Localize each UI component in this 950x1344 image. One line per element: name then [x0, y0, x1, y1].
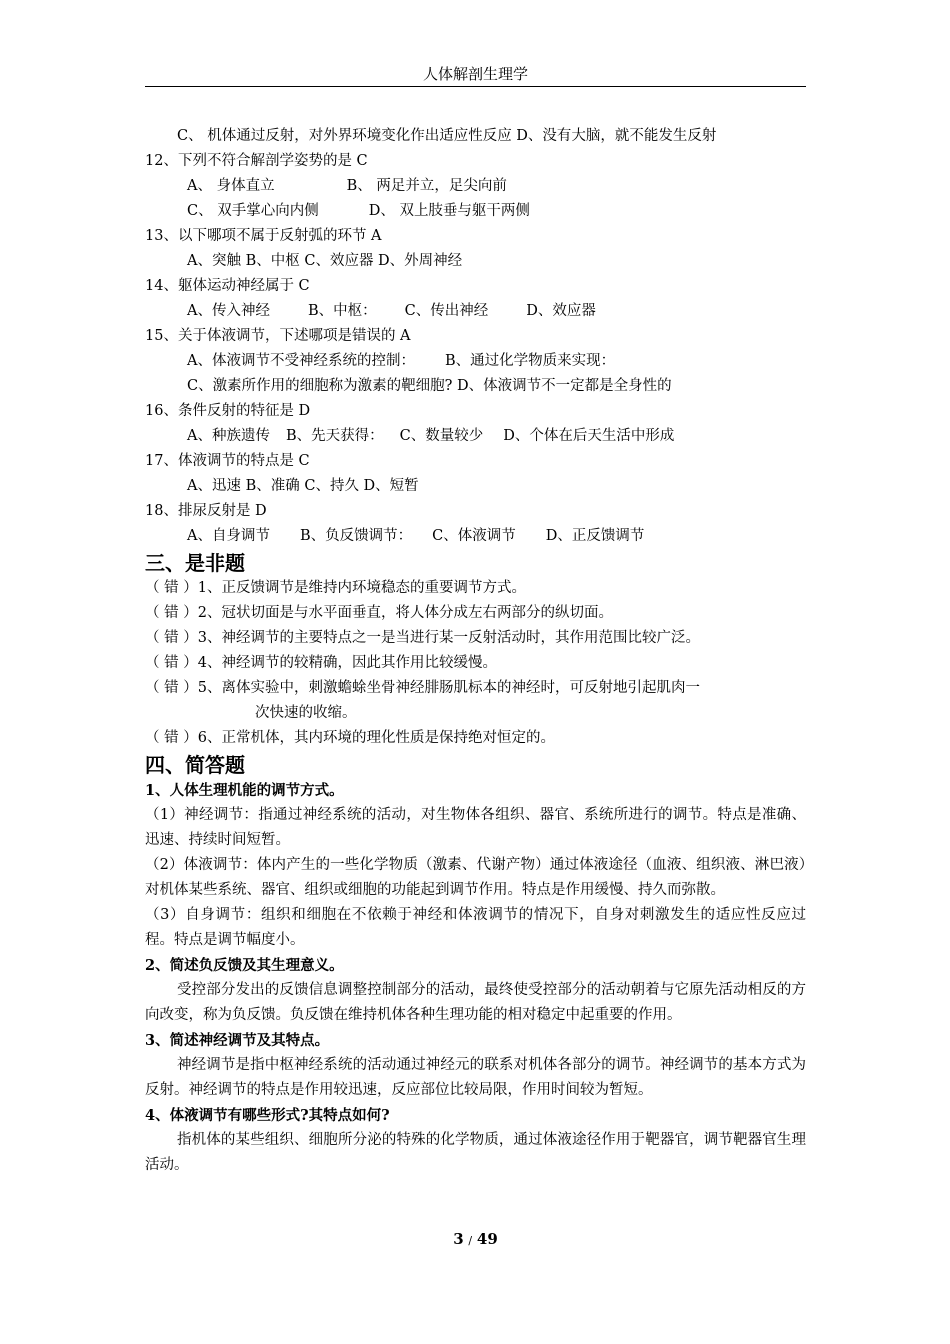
q14-option-b: B、中枢： [307, 303, 377, 319]
sa-q3-title: 3、简述神经调节及其特点。 [145, 1032, 330, 1049]
tf-item-5-continued: 次快速的收缩。 [255, 705, 357, 721]
sa-q1-para-1: （1）神经调节：指通过神经系统的活动，对生物体各组织、器官、系统所进行的调节。特点是准确、迅速、持续时间短暂。 [145, 807, 806, 848]
page-current: 3 [453, 1230, 464, 1248]
q12-options-ab [145, 174, 806, 199]
q18-stem: 18、排尿反射是 D [145, 503, 267, 519]
q18-option-a: A、自身调节 [187, 528, 270, 544]
q11-options-cd: C、 机体通过反射，对外界环境变化作出适应性反应 D、没有大脑，就不能发生反射 [177, 128, 717, 144]
q16-option-d: D、个体在后天生活中形成 [503, 428, 675, 444]
q14-option-d: D、效应器 [526, 303, 596, 319]
sa-q2-answer: 受控部分发出的反馈信息调整控制部分的活动，最终使受控部分的活动朝着与它原先活动相反的方向改变，称为负反馈。负反馈在维持机体各种生理功能的相对稳定中起重要的作用。 [145, 982, 806, 1023]
sa-q1-para-2: （2）体液调节：体内产生的一些化学物质（激素、代谢产物）通过体液途径（血液、组织液、淋巴液）对机体某些系统、器官、组织或细胞的功能起到调节作用。特点是作用缓慢、持久而弥散。 [145, 857, 806, 898]
q16-option-c: C、数量较少 [399, 428, 484, 444]
q14-options [145, 299, 806, 324]
q13-options: A、突触 B、中枢 C、效应器 D、外周神经 [187, 253, 463, 269]
q14-option-a: A、传入神经 [187, 303, 270, 319]
q17-options: A、迅速 B、准确 C、持久 D、短暂 [187, 478, 419, 494]
page-content [145, 124, 806, 1178]
q18-option-b: B、负反馈调节： [299, 528, 413, 544]
q18-option-c: C、体液调节 [432, 528, 516, 544]
q15-option-b: B、通过化学物质来实现： [444, 353, 616, 369]
q13-stem: 13、以下哪项不属于反射弧的环节 A [145, 228, 382, 244]
running-header: 人体解剖生理学 [422, 65, 528, 83]
tf-item-1: （ 错 ）1、正反馈调节是维持内环境稳态的重要调节方式。 [145, 580, 526, 596]
sa-q3-answer: 神经调节是指中枢神经系统的活动通过神经元的联系对机体各部分的调节。神经调节的基本方式为反射。神经调节的特点是作用较迅速，反应部位比较局限，作用时间较为暂短。 [145, 1057, 806, 1098]
q16-option-a: A、种族遗传 [187, 428, 270, 444]
page-number [145, 1228, 806, 1252]
tf-item-2: （ 错 ）2、冠状切面是与水平面垂直，将人体分成左右两部分的纵切面。 [145, 605, 613, 621]
q15-stem: 15、关于体液调节，下述哪项是错误的 A [145, 328, 411, 344]
tf-item-3: （ 错 ）3、神经调节的主要特点之一是当进行某一反射活动时，其作用范围比较广泛。 [145, 630, 700, 646]
q16-option-b: B、先天获得： [285, 428, 384, 444]
q15-option-a: A、体液调节不受神经系统的控制： [187, 353, 415, 369]
sa-q2-title: 2、简述负反馈及其生理意义。 [145, 957, 344, 974]
sa-q1-para-3: （3）自身调节：组织和细胞在不依赖于神经和体液调节的情况下，自身对刺激发生的适应性反应过程。特点是调节幅度小。 [145, 907, 806, 948]
section-title-short-answer: 四、简答题 [145, 753, 245, 777]
q12-option-d: D、 双上肢垂与躯干两侧 [368, 203, 530, 219]
page-separator: / [468, 1234, 473, 1247]
q12-option-c: C、 双手掌心向内侧 [187, 203, 319, 219]
tf-item-4: （ 错 ）4、神经调节的较精确，因此其作用比较缓慢。 [145, 655, 497, 671]
header-rule [145, 86, 806, 87]
q12-option-b: B、 两足并立，足尖向前 [346, 178, 507, 194]
q15-options-ab [145, 349, 806, 374]
q14-stem: 14、躯体运动神经属于 C [145, 278, 310, 294]
q16-stem: 16、条件反射的特征是 D [145, 403, 311, 419]
q12-stem: 12、下列不符合解剖学姿势的是 C [145, 153, 368, 169]
tf-item-5: （ 错 ）5、离体实验中，刺激蟾蜍坐骨神经腓肠肌标本的神经时，可反射地引起肌肉一 [145, 680, 700, 696]
sa-q4-answer: 指机体的某些组织、细胞所分泌的特殊的化学物质，通过体液途径作用于靶器官，调节靶器官生理活动。 [145, 1132, 806, 1173]
sa-q4-title: 4、体液调节有哪些形式?其特点如何? [145, 1107, 390, 1124]
q15-options-cd: C、激素所作用的细胞称为激素的靶细胞? D、体液调节不一定都是全身性的 [187, 378, 672, 394]
q12-options-cd [145, 199, 806, 224]
tf-item-6: （ 错 ）6、正常机体，其内环境的理化性质是保持绝对恒定的。 [145, 730, 555, 746]
page-total: 49 [476, 1230, 498, 1248]
q12-option-a: A、 身体直立 [187, 178, 275, 194]
q16-options [145, 424, 806, 449]
q18-option-d: D、正反馈调节 [545, 528, 645, 544]
q18-options [145, 524, 806, 549]
q17-stem: 17、体液调节的特点是 C [145, 453, 310, 469]
section-title-true-false: 三、是非题 [145, 551, 245, 575]
q14-option-c: C、传出神经 [404, 303, 489, 319]
sa-q1-title: 1、人体生理机能的调节方式。 [145, 782, 344, 799]
